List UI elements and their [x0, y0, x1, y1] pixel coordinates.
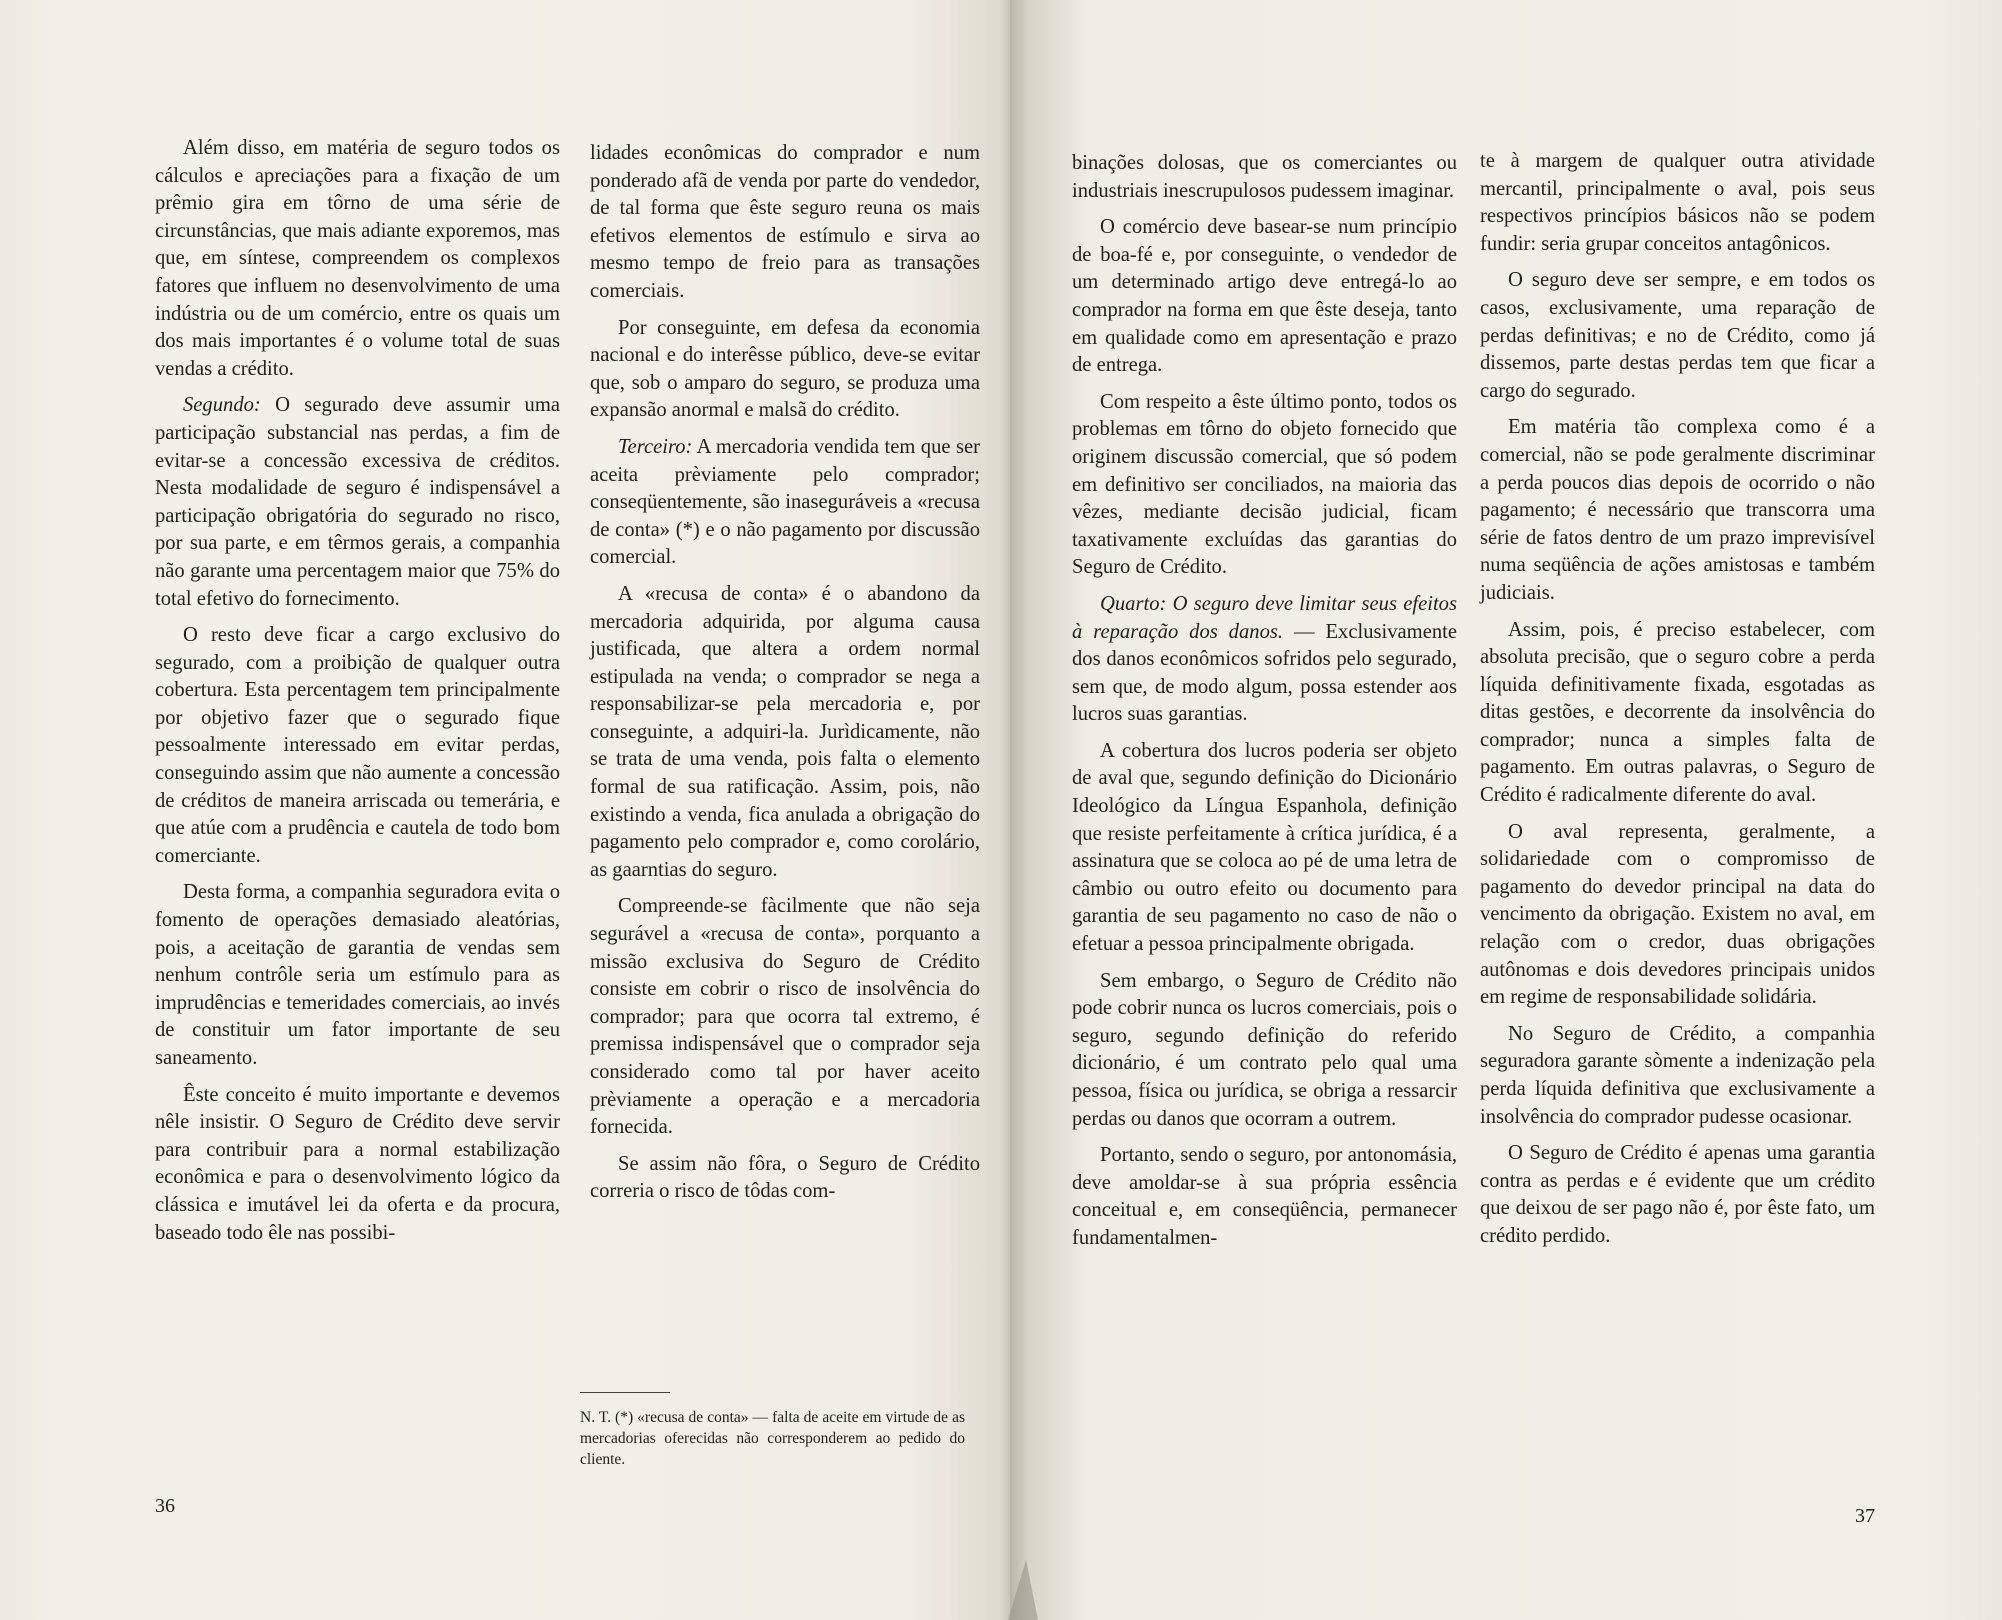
paragraph-continued: te à margem de qualquer outra atividade mercantil, principalmente o aval, pois seus respectivos princípios básicos não se podem fundir: seria grupar conceitos antagônicos.	[1480, 150, 1875, 255]
paragraph-label: Quarto: O seguro deve limitar seus efeitos à reparação dos danos.	[1072, 592, 1457, 643]
paragraph: Em matéria tão complexa como é a comercial, não se pode geralmente discriminar a perda poucos dias depois de ocorrido o não pagamento; é necessário que transcorra uma série de fatos dentro de um prazo imprevisível numa seqüência de ações amistosas e também judiciais.	[1480, 416, 1875, 604]
paragraph: Com respeito a êste último ponto, todos os problemas em tôrno do objeto fornecido que originem discussão comercial, que só podem em definitivo ser conciliados, na maioria das vêzes, mediante decisão judicial, ficam taxativamente excluídas das garantias do Seguro de Crédito.	[1072, 390, 1457, 579]
paragraph: O Seguro de Crédito é apenas uma garantia contra as perdas e é evidente que um crédito que deixou de ser pago não é, por êste fato, um crédito perdido.	[1480, 1142, 1875, 1247]
paragraph-continued: binações dolosas, que os comerciantes ou industriais inescrupulosos pudessem imaginar.	[1072, 152, 1457, 202]
paragraph: Desta forma, a companhia seguradora evita o fomento de operações demasiado aleatórias, pois, a aceitação de garantia de vendas sem nenhum contrôle seria um estímulo para as imprudências e temeridades comerciais, ao invés de constituir um fator importante de seu saneamento.	[155, 881, 560, 1069]
left-page-column-2	[590, 140, 980, 1215]
paragraph: Assim, pois, é preciso estabelecer, com absoluta precisão, que o seguro cobre a perda líquida definitivamente fixada, esgotadas as ditas gestões, e decorrente da insolvência do comprador; nunca a simples falta de pagamento. Em outras palavras, o Seguro de Crédito é radicalmente diferente do aval.	[1480, 618, 1875, 807]
paragraph: O aval representa, geralmente, a solidariedade com o compromisso de pagamento do devedor principal na data do vencimento da obrigação. Existem no aval, em relação com o credor, duas obrigações autônomas e dois devedores principais unidos em regime de responsabilidade solidária.	[1480, 820, 1875, 1009]
paragraph-segundo	[155, 392, 560, 613]
paragraph: O seguro deve ser sempre, e em todos os casos, exclusivamente, uma reparação de perdas definitivas; e no de Crédito, como já dissemos, parte destas perdas tem que ficar a cargo do segurado.	[1480, 269, 1875, 402]
footnote	[580, 1407, 965, 1470]
paragraph-text: O segurado deve assumir uma participação substancial nas perdas, a fim de evitar-se a concessão excessiva de créditos. Nesta modalidade de seguro é indispensável a participação obrigatória do segurado no risco, por sua parte, e em têrmos gerais, a companhia não garante uma percentagem maior que 75% do total efetivo do fornecimento.	[155, 394, 560, 610]
footnote-text: N. T. (*) «recusa de conta» — falta de aceite em virtude de as mercadorias oferecidas não corresponderem ao pedido do cliente.	[580, 1409, 965, 1468]
paragraph: A «recusa de conta» é o abandono da mercadoria adquirida, por alguma causa justificada, que altera a ordem normal estipulada na venda; o comprador se nega a responsabilizar-se pela mercadoria e, por conseguinte, a adquiri-la. Jurìdicamente, não se trata de uma venda, pois falta o elemento formal de sua ratificação. Assim, pois, não existindo a venda, fica anulada a obrigação do pagamento pelo comprador e, como corolário, as gaarntias do seguro.	[590, 582, 980, 881]
paragraph: A cobertura dos lucros poderia ser objeto de aval que, segundo definição do Dicionário Ideológico da Língua Espanhola, definição que resiste perfeitamente à crítica jurídica, é a assinatura que se coloca ao pé de uma letra de câmbio ou outro efeito ou documento para garantia de seu pagamento no caso de não o efetuar a pessoa principalmente obrigada.	[1072, 739, 1457, 956]
gutter-shadow	[1008, 1560, 1038, 1620]
paragraph: Portanto, sendo o seguro, por antonomásia, deve amoldar-se à sua própria essência conceitual e, em conseqüência, permanecer fundamentalmen-	[1072, 1144, 1457, 1249]
paragraph: No Seguro de Crédito, a companhia seguradora garante sòmente a indenização pela perda líquida definitiva que exclusivamente a insolvência do comprador pudesse ocasionar.	[1480, 1022, 1875, 1128]
paragraph-label: Terceiro:	[618, 435, 693, 458]
page-number-left: 36	[155, 1495, 175, 1517]
paragraph: Êste conceito é muito importante e devemos nêle insistir. O Seguro de Crédito deve servir para contribuir para a normal estabilização econômica e para o desenvolvimento lógico da clássica e imutável lei da oferta e da procura, baseado todo êle nas possibi-	[155, 1083, 560, 1244]
footnote-divider	[580, 1392, 670, 1393]
right-page-column-1	[1072, 150, 1457, 1262]
left-page-column-1	[155, 135, 560, 1256]
paragraph-quarto	[1072, 591, 1457, 729]
paragraph: Sem embargo, o Seguro de Crédito não pode cobrir nunca os lucros comerciais, pois o seguro, segundo definição do referido dicionário, é um contrato pelo qual uma pessoa, física ou jurídica, se obriga a ressarcir perdas ou danos que ocorram a outrem.	[1072, 969, 1457, 1130]
paragraph-text: — Exclusivamente dos danos econômicos sofridos pelo segurado, sem que, de modo algum, possa estender aos lucros suas garantias.	[1072, 620, 1457, 726]
paragraph: Se assim não fôra, o Seguro de Crédito correria o risco de tôdas com-	[590, 1152, 980, 1203]
page-number-right: 37	[1855, 1505, 1875, 1527]
right-page	[1010, 0, 2002, 1620]
paragraph-label: Segundo:	[183, 394, 261, 417]
paragraph-text: A mercadoria vendida tem que ser aceita prèviamente pelo comprador; conseqüentemente, são inaseguráveis a «recusa de conta» (*) e o não pagamento por discussão comercial.	[590, 435, 980, 569]
paragraph-terceiro	[590, 434, 980, 572]
right-page-column-2	[1480, 148, 1875, 1260]
paragraph: O comércio deve basear-se num princípio de boa-fé e, por conseguinte, o vendedor de um determinado artigo deve entregá-lo ao comprador na forma em que êste deseja, tanto em qualidade como em apresentação e prazo de entrega.	[1072, 216, 1457, 377]
paragraph: Por conseguinte, em defesa da economia nacional e do interêsse público, deve-se evitar que, sob o amparo do seguro, se produza uma expansão anormal e malsã do crédito.	[590, 316, 980, 422]
paragraph: Compreende-se fàcilmente que não seja segurável a «recusa de conta», porquanto a missão exclusiva do Seguro de Crédito consiste em cobrir o risco de insolvência do comprador; para que ocorra tal extremo, é premissa indispensável que o comprador seja considerado como tal por haver aceito prèviamente a operação e a mercadoria fornecida.	[590, 895, 980, 1139]
paragraph: O resto deve ficar a cargo exclusivo do segurado, com a proibição de qualquer outra cobertura. Esta percentagem tem principalmente por objetivo fazer que o segurado fique pessoalmente interessado em evitar perdas, conseguindo assim que não aumente a concessão de créditos de maneira arriscada ou temerária, e que atúe com a prudência e cautela de todo bom comerciante.	[155, 624, 560, 867]
paragraph-continued: lidades econômicas do comprador e num ponderado afã de venda por parte do vendedor, de tal forma que êste seguro reuna os mais efetivos elementos de estímulo e sirva ao mesmo tempo de freio para as transações comerciais.	[590, 142, 980, 302]
paragraph: Além disso, em matéria de seguro todos os cálculos e apreciações para a fixação de um prêmio gira em tôrno de uma série de circunstâncias, que mais adiante exporemos, mas que, em síntese, compreendem os complexos fatores que influem no desenvolvimento de uma indústria ou de um comércio, entre os quais um dos mais importantes é o volume total de suas vendas a crédito.	[155, 137, 560, 380]
